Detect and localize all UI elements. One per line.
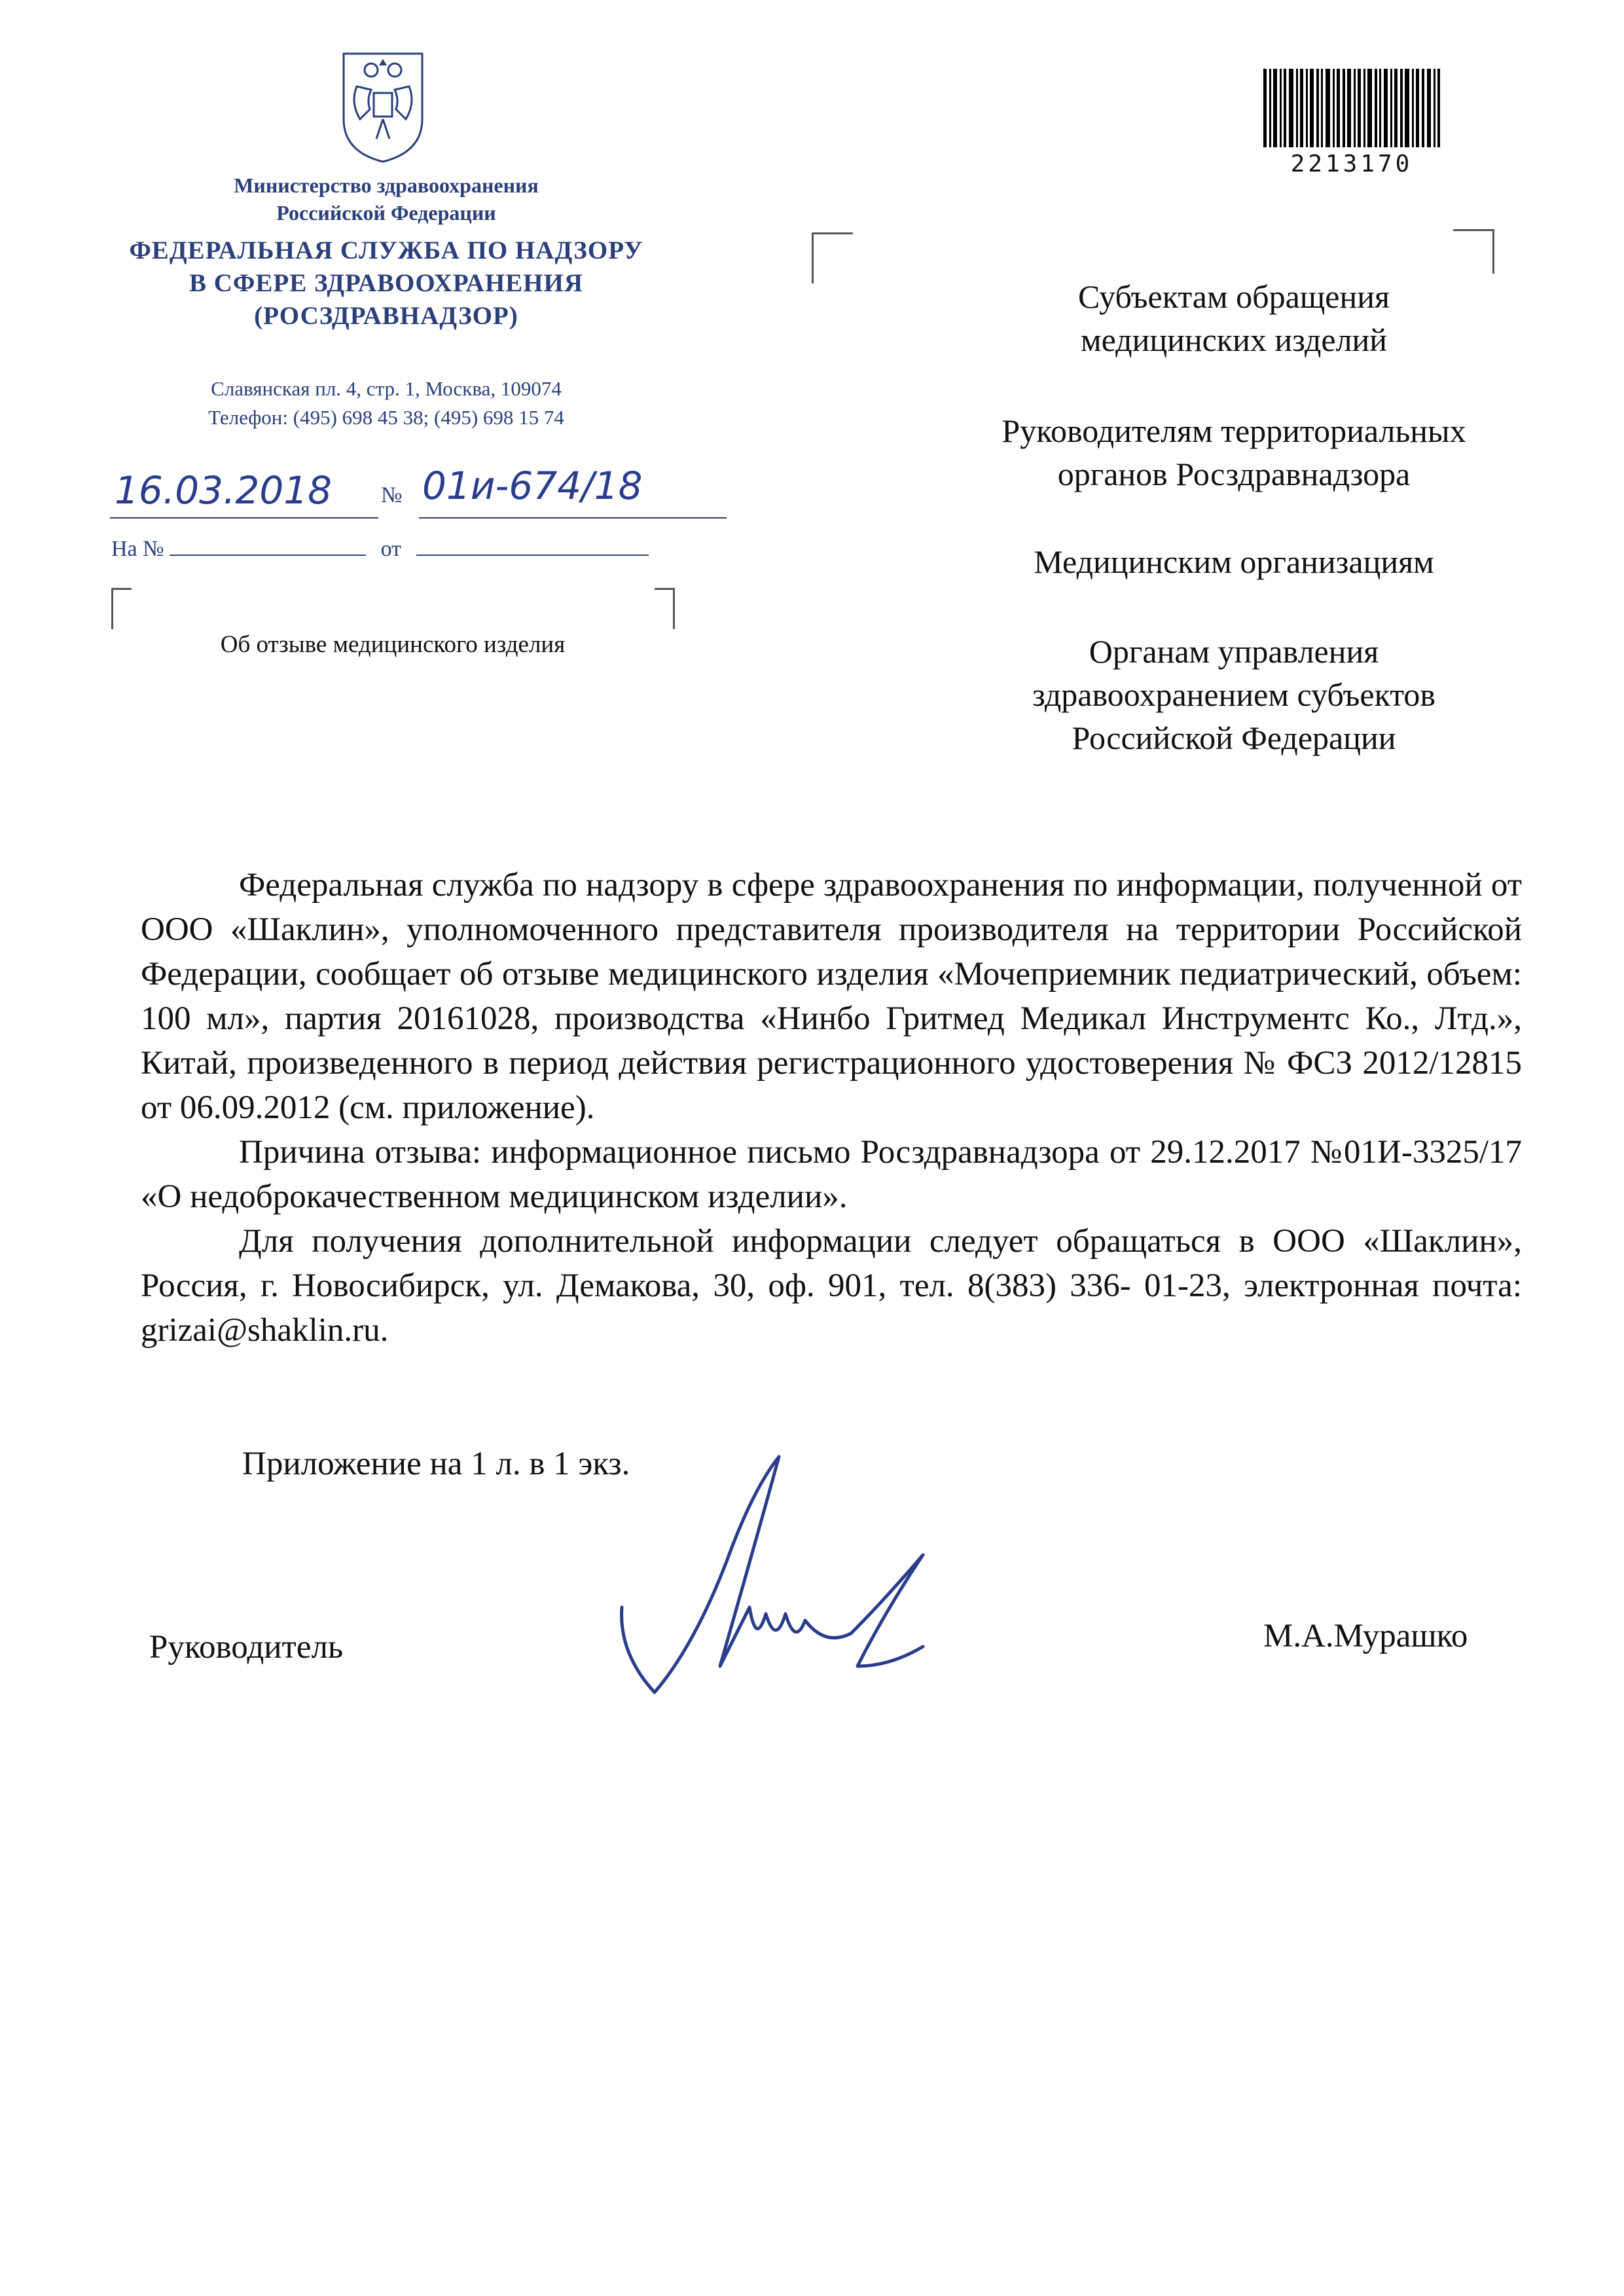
number-sign: № bbox=[381, 483, 403, 507]
handwritten-number: 01и-674/18 bbox=[422, 464, 643, 508]
ref-date-blank bbox=[416, 538, 649, 556]
number-underline bbox=[419, 517, 727, 519]
agency-address bbox=[118, 374, 655, 432]
addressee-block: Медицинским организациям bbox=[1034, 543, 1434, 580]
subject-corner-right bbox=[655, 588, 675, 629]
handwritten-signature-icon bbox=[609, 1450, 1015, 1712]
address-corner-left bbox=[812, 232, 853, 283]
subject-corner-left bbox=[111, 588, 132, 629]
ministry-name: Министерство здравоохранения Российской Федерации bbox=[234, 173, 539, 225]
body-paragraph: Для получения дополнительной информации следует обращаться в ООО «Шаклин», Россия, г. Новосибирск, ул. Демакова, 30, оф. 901, тел. 8(383) 336- 01-23, электронная почта: grizai@shaklin.ru. bbox=[141, 1223, 1522, 1349]
address-corner-right bbox=[1453, 229, 1494, 274]
letter-subject: Об отзыве медицинского изделия bbox=[220, 631, 566, 658]
ref-number-blank bbox=[170, 538, 366, 556]
ref-from: от bbox=[380, 537, 402, 561]
date-underline bbox=[110, 517, 378, 519]
phone-line: Телефон: (495) 698 45 38; (495) 698 15 74 bbox=[208, 406, 564, 429]
body-paragraph: Причина отзыва: информационное письмо Росздравнадзора от 29.12.2017 №01И-3325/17 «О недоброкачественном медицинском изделии». bbox=[141, 1134, 1522, 1215]
reference-row bbox=[111, 537, 649, 562]
address-line: Славянская пл. 4, стр. 1, Москва, 109074 bbox=[211, 377, 562, 400]
addressee-block: Руководителям территориальных органов Росздравнадзора bbox=[1001, 412, 1466, 492]
addressee-block: Субъектам обращения медицинских изделий bbox=[1078, 278, 1390, 358]
barcode-icon bbox=[1263, 69, 1440, 160]
letter-body bbox=[141, 863, 1522, 1353]
attachment-note: Приложение на 1 л. в 1 экз. bbox=[242, 1446, 630, 1482]
addressee-block: Органам управления здравоохранением субъектов Российской Федерации bbox=[1032, 633, 1436, 756]
signatory-name: М.А.Мурашко bbox=[1263, 1618, 1468, 1654]
handwritten-date: 16.03.2018 bbox=[115, 468, 333, 513]
coat-of-arms-icon bbox=[331, 41, 435, 165]
signatory-title: Руководитель bbox=[149, 1629, 344, 1666]
body-paragraph: Федеральная служба по надзору в сфере здравоохранения по информации, полученной от ООО «Шаклин», уполномоченного представителя производителя на территории Российской Федерации, сообщает об отзыве медицинского изделия «Мочеприемник педиатрический, объем: 100 мл», партия 20161028, производства «Нинбо Гритмед Медикал Инструментс Ко., Лтд.», Китай, произведенного в период действия регистрационного удостоверения № ФСЗ 2012/12815 от 06.09.2012 (см. приложение). bbox=[141, 867, 1522, 1126]
barcode-number: 2213170 bbox=[1290, 151, 1413, 177]
ref-prefix: На № bbox=[111, 537, 164, 561]
agency-name: ФЕДЕРАЛЬНАЯ СЛУЖБА ПО НАДЗОРУ В СФЕРЕ ЗДРАВООХРАНЕНИЯ (РОСЗДРАВНАДЗОР) bbox=[129, 236, 643, 330]
